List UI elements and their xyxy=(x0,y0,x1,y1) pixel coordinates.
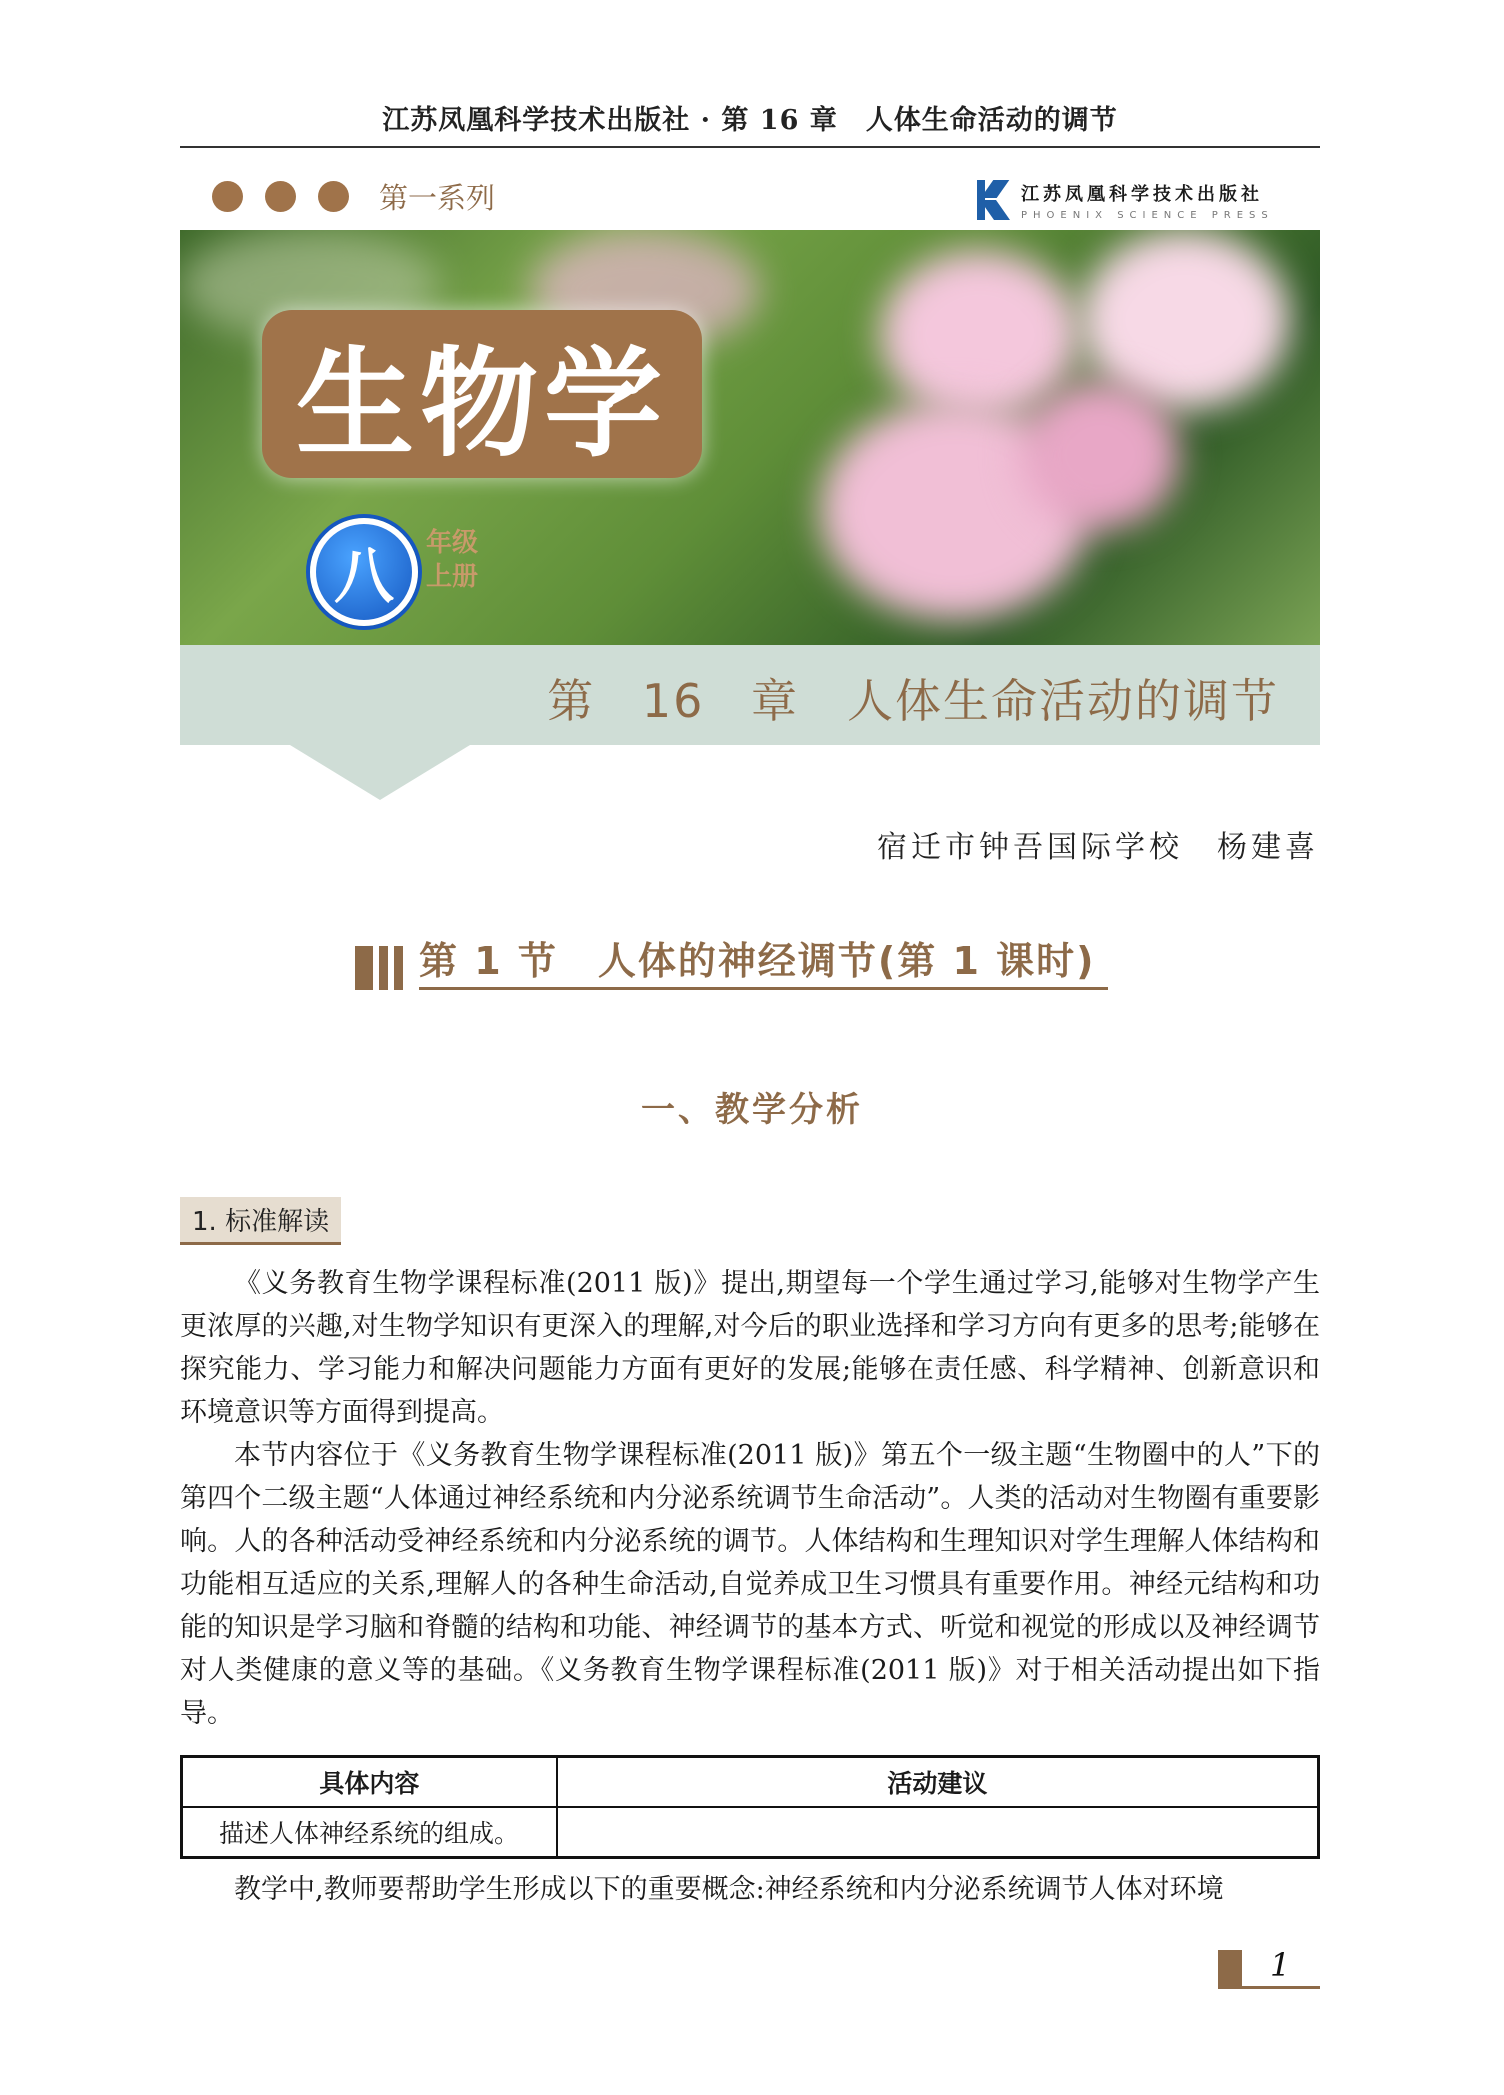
closing-text xyxy=(180,1868,1320,1911)
publisher-name-en: PHOENIX SCIENCE PRESS xyxy=(1021,209,1274,221)
table-cell xyxy=(557,1807,1319,1858)
series-dot xyxy=(265,181,296,212)
chapter-title: 第 16 章 人体生命活动的调节 xyxy=(547,674,1279,728)
grade-char: 八 xyxy=(334,542,394,612)
paragraph: 本节内容位于《义务教育生物学课程标准(2011 版)》第五个一级主题“生物圈中的人”下的第四个二级主题“人体通过神经系统和内分泌系统调节生命活动”。人类的活动对生物圈有重要影响。人的各种活动受神经系统和内分泌系统的调节。人体结构和生理知识对学生理解人体结构和功能相互适应的关系,理解人的各种生命活动,自觉养成卫生习惯具有重要作用。神经元结构和功能的知识是学习脑和脊髓的结构和功能、神经调节的基本方式、听觉和视觉的形成以及神经调节对人类健康的意义等的基础。《义务教育生物学课程标准(2011 版)》对于相关活动提出如下指导。 xyxy=(180,1440,1320,1729)
table-header-cell: 具体内容 xyxy=(182,1757,557,1808)
series-row xyxy=(212,176,495,216)
table-cell: 描述人体神经系统的组成。 xyxy=(182,1807,557,1858)
cover-banner xyxy=(180,230,1320,645)
section-title-block xyxy=(355,930,1108,990)
grade-line-1: 年级 xyxy=(426,528,479,558)
subject-title: 生物学 xyxy=(295,335,668,473)
chapter-band-notch xyxy=(290,745,470,800)
header-rule xyxy=(180,146,1320,148)
subheading: 1. 标准解读 xyxy=(180,1197,341,1245)
footer-block-icon xyxy=(1218,1950,1242,1986)
grade-line-2: 上册 xyxy=(426,562,479,592)
grade-label xyxy=(426,526,478,594)
activity-table xyxy=(180,1755,1320,1859)
body-text xyxy=(180,1262,1320,1735)
page-footer xyxy=(1218,1946,1320,1989)
paragraph: 《义务教育生物学课程标准(2011 版)》提出,期望每一个学生通过学习,能够对生物学产生更浓厚的兴趣,对生物学知识有更深入的理解,对今后的职业选择和学习方向有更多的思考;能够在探究能力、学习能力和解决问题能力方面有更好的发展;能够在责任感、科学精神、创新意识和环境意识等方面得到提高。 xyxy=(180,1268,1320,1428)
table-header-row xyxy=(182,1757,1319,1808)
paragraph: 教学中,教师要帮助学生形成以下的重要概念:神经系统和内分泌系统调节人体对环境 xyxy=(234,1874,1224,1905)
series-label: 第一系列 xyxy=(379,180,496,215)
series-dot xyxy=(212,181,243,212)
grade-badge xyxy=(310,518,418,626)
section-bars-icon xyxy=(355,946,409,990)
table-header-cell: 活动建议 xyxy=(557,1757,1319,1808)
publisher-mark-icon xyxy=(975,176,1009,224)
part-heading: 一、教学分析 xyxy=(641,1090,863,1130)
author-line: 宿迁市钟吾国际学校 杨建喜 xyxy=(877,830,1319,865)
series-dot xyxy=(318,181,349,212)
section-title: 第 1 节 人体的神经调节(第 1 课时) xyxy=(419,930,1108,990)
publisher-logo xyxy=(975,176,1274,224)
page-number: 1 xyxy=(1270,1946,1291,1984)
publisher-name: 江苏凤凰科学技术出版社 xyxy=(1021,183,1263,205)
running-header: 江苏凤凰科学技术出版社 · 第 16 章 人体生命活动的调节 xyxy=(382,105,1118,136)
subject-title-box xyxy=(262,310,702,478)
table-row xyxy=(182,1807,1319,1858)
